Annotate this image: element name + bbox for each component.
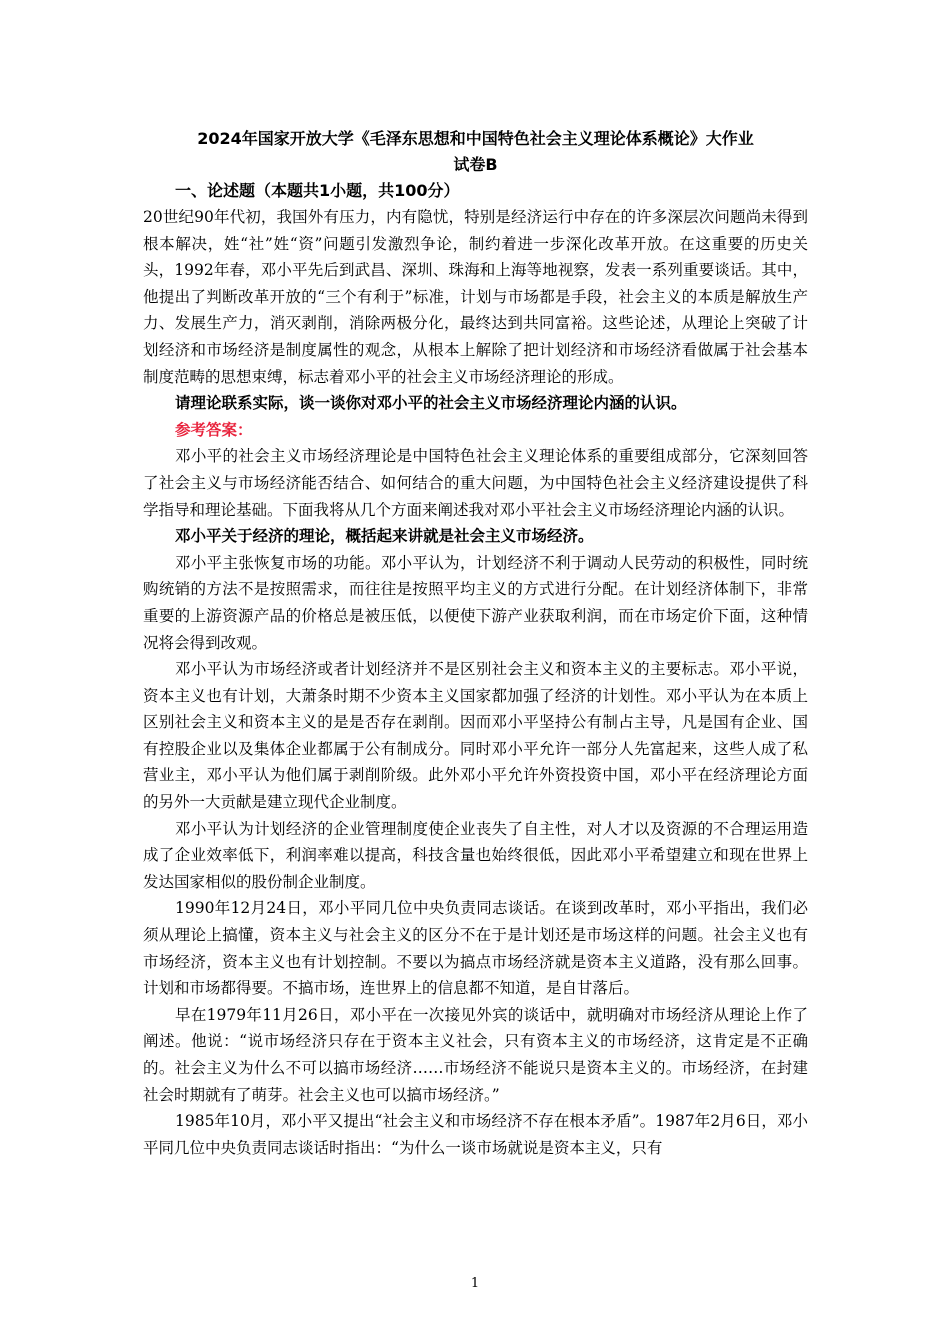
answer-paragraph: 邓小平的社会主义市场经济理论是中国特色社会主义理论体系的重要组成部分，它深刻回答了社会主义与市场经济能否结合、如何结合的重大问题，为中国特色社会主义经济建设提供了科学指导和理论基础。下面我将从几个方面来阐述我对邓小平社会主义市场经济理论内涵的认识。 — [143, 447, 808, 519]
section-heading: 一、论述题（本题共1小题，共100分） — [175, 181, 460, 200]
answer-paragraph: 邓小平主张恢复市场的功能。邓小平认为，计划经济不利于调动人民劳动的积极性，同时统购统销的方法不是按照需求，而往往是按照平均主义的方式进行分配。在计划经济体制下，非常重要的上游资源产品的价格总是被压低，以便使下游产业获取利润，而在市场定价下面，这种情况将会得到改观。 — [143, 553, 808, 652]
document-page — [143, 126, 808, 1161]
answer-paragraph: 1990年12月24日，邓小平同几位中央负责同志谈话。在谈到改革时，邓小平指出，我们必须从理论上搞懂，资本主义与社会主义的区分不在于是计划还是市场这样的问题。社会主义也有市场经济，资本主义也有计划控制。不要以为搞点市场经济就是资本主义道路，没有那么回事。计划和市场都得要。不搞市场，连世界上的信息都不知道，是自甘落后。 — [143, 899, 808, 998]
document-title: 2024年国家开放大学《毛泽东思想和中国特色社会主义理论体系概论》大作业 — [197, 129, 754, 148]
answer-paragraph: 早在1979年11月26日，邓小平在一次接见外宾的谈话中，就明确对市场经济从理论上作了阐述。他说：“说市场经济只存在于资本主义社会，只有资本主义的市场经济，这肯定是不正确的。社会主义为什么不可以搞市场经济……市场经济不能说只是资本主义的。市场经济，在封建社会时期就有了萌芽。社会主义也可以搞市场经济。” — [143, 1005, 808, 1104]
answer-key-statement: 邓小平关于经济的理论，概括起来讲就是社会主义市场经济。 — [175, 527, 594, 546]
answer-paragraph: 邓小平认为市场经济或者计划经济并不是区别社会主义和资本主义的主要标志。邓小平说，资本主义也有计划，大萧条时期不少资本主义国家都加强了经济的计划性。邓小平认为在本质上区别社会主义和资本主义的是是否存在剥削。因而邓小平坚持公有制占主导，凡是国有企业、国有控股企业以及集体企业都属于公有制成分。同时邓小平允许一部分人先富起来，这些人成了私营业主，邓小平认为他们属于剥削阶级。此外邓小平允许外资投资中国，邓小平在经济理论方面的另外一大贡献是建立现代企业制度。 — [143, 660, 808, 812]
exam-paper-label: 试卷B — [453, 155, 498, 174]
question-prompt: 请理论联系实际，谈一谈你对邓小平的社会主义市场经济理论内涵的认识。 — [175, 394, 687, 413]
page-number: 1 — [470, 1276, 480, 1291]
answer-label: 参考答案： — [175, 420, 253, 439]
answer-paragraph: 邓小平认为计划经济的企业管理制度使企业丧失了自主性，对人才以及资源的不合理运用造成了企业效率低下，利润率难以提高，科技含量也始终很低，因此邓小平希望建立和现在世界上发达国家相似的股份制企业制度。 — [143, 819, 808, 891]
answer-paragraph: 1985年10月，邓小平又提出“社会主义和市场经济不存在根本矛盾”。1987年2月6日，邓小平同几位中央负责同志谈话时指出：“为什么一谈市场就说是资本主义，只有 — [143, 1112, 808, 1157]
question-background: 20世纪90年代初，我国外有压力，内有隐忧，特别是经济运行中存在的许多深层次问题尚未得到根本解决，姓“社”姓“资”问题引发激烈争论，制约着进一步深化改革开放。在这重要的历史关头，1992年春，邓小平先后到武昌、深圳、珠海和上海等地视察，发表一系列重要谈话。其中，他提出了判断改革开放的“三个有利于”标准，计划与市场都是手段，社会主义的本质是解放生产力、发展生产力，消灭剥削，消除两极分化，最终达到共同富裕。这些论述，从理论上突破了计划经济和市场经济是制度属性的观念，从根本上解除了把计划经济和市场经济看做属于社会基本制度范畴的思想束缚，标志着邓小平的社会主义市场经济理论的形成。 — [143, 208, 808, 386]
